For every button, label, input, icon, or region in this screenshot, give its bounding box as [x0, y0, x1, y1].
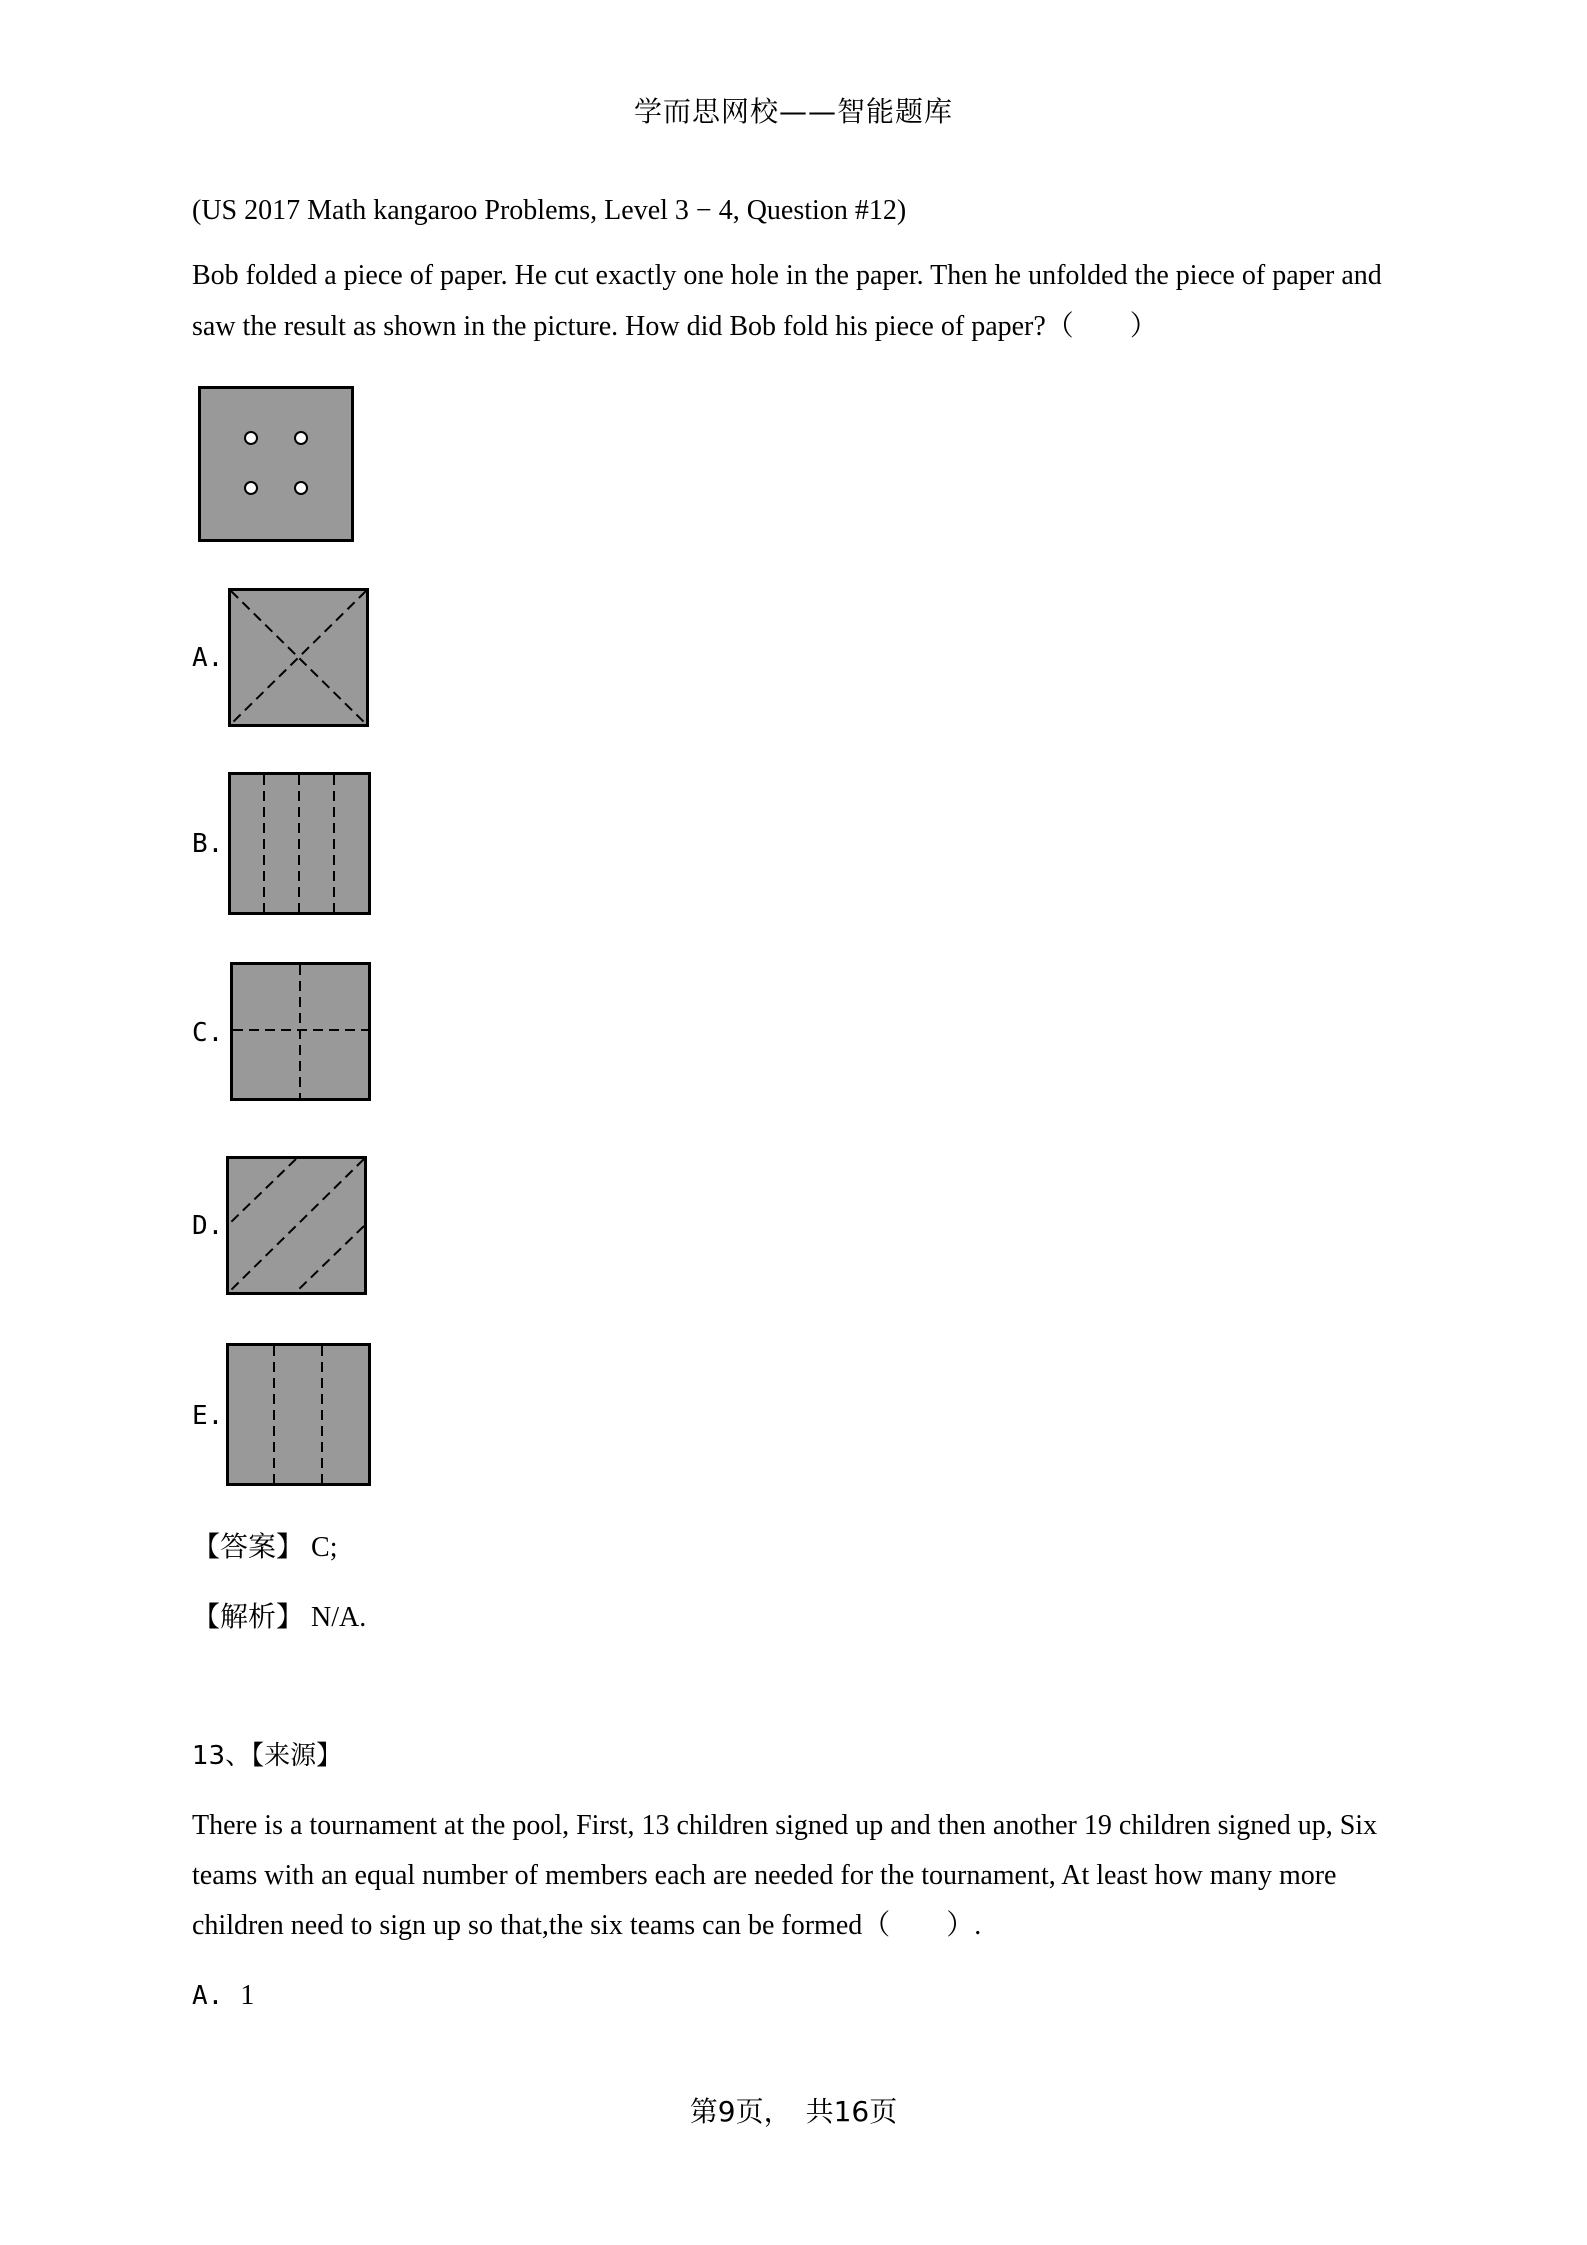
hole	[295, 432, 307, 444]
analysis-line	[192, 1592, 366, 1643]
hole	[245, 432, 257, 444]
option-c-figure	[230, 962, 371, 1101]
page-footer: 第9页， 共16页	[689, 2095, 898, 2128]
question-13-text-line-2: teams with an equal number of members each are needed for the tournament, At least how many more	[192, 1860, 1337, 1891]
option-e-figure	[226, 1343, 371, 1486]
answer-line	[192, 1522, 337, 1573]
option-b-label: B.	[192, 829, 224, 859]
question-13-heading: 13、【来源】	[192, 1741, 343, 1771]
answer-value: C;	[311, 1532, 338, 1563]
page-header: 学而思网校——智能题库	[633, 95, 953, 128]
option-c-label: C.	[192, 1018, 224, 1048]
question-13-option-a	[192, 1971, 254, 2021]
question-13-text-line-3: children need to sign up so that,the six teams can be formed（ ）.	[192, 1910, 982, 1941]
analysis-value: N/A.	[311, 1602, 367, 1633]
question-13-text-line-1: There is a tournament at the pool, First, 13 children signed up and then another 19 children signed up, Six	[192, 1810, 1378, 1841]
hole	[295, 482, 307, 494]
question-12-text-line-2: saw the result as shown in the picture. How did Bob fold his piece of paper?（ ）	[192, 311, 1158, 342]
question-12-text-line-1: Bob folded a piece of paper. He cut exactly one hole in the paper. Then he unfolded the piece of paper and	[192, 260, 1382, 291]
option-a-value: 1	[240, 1980, 255, 2011]
option-a-figure	[228, 588, 369, 727]
option-d-label: D.	[192, 1211, 224, 1241]
answer-label: 【答案】	[192, 1530, 305, 1563]
unfolded-paper-figure	[198, 386, 355, 543]
option-b-figure	[228, 772, 371, 915]
option-d-figure	[226, 1156, 367, 1295]
option-a-label: A.	[192, 643, 224, 673]
option-e-label: E.	[192, 1401, 224, 1431]
option-a-label: A.	[192, 1981, 224, 2011]
question-12-source: (US 2017 Math kangaroo Problems, Level 3 − 4, Question #12)	[192, 195, 907, 226]
analysis-label: 【解析】	[192, 1600, 305, 1633]
hole	[245, 482, 257, 494]
